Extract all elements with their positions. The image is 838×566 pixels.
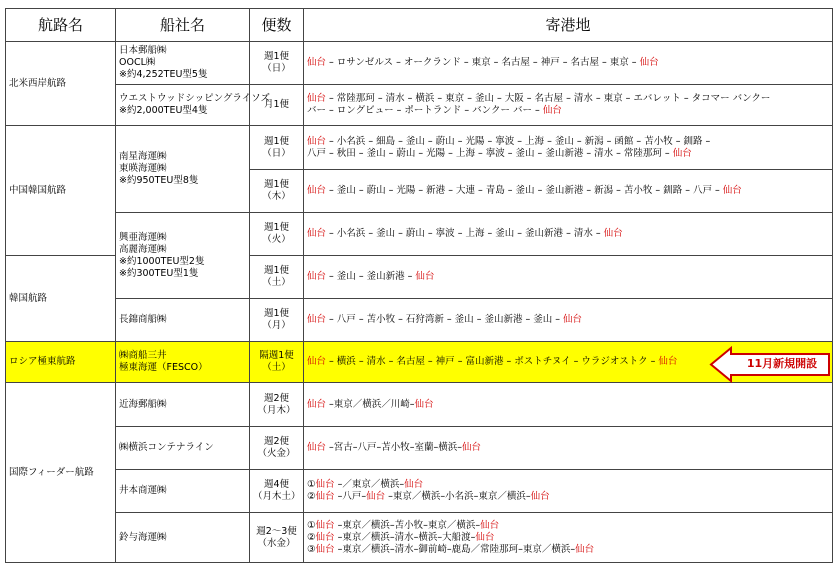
home-port: 仙台 — [414, 398, 434, 410]
freq-line: （水金） — [257, 537, 296, 549]
table-row — [6, 427, 833, 470]
header-ports: 寄港地 — [304, 9, 833, 42]
home-port: 仙台 — [366, 491, 386, 502]
home-port: 仙台 — [307, 57, 327, 68]
table-row — [6, 42, 833, 85]
ports-cell — [304, 299, 833, 342]
ports-line — [307, 544, 829, 556]
freq-line: 週4便 — [263, 479, 290, 490]
ship-line: ㈱横浜コンテナライン — [119, 442, 214, 453]
freq-line: 週1便 — [263, 51, 290, 62]
ports-cell — [304, 42, 833, 85]
ports-line — [307, 442, 829, 454]
ports-cell — [304, 513, 833, 563]
freq-line: （月木土） — [253, 491, 301, 502]
port-text: – 釜山 – 釜山新港 – — [326, 271, 416, 282]
home-port: 仙台 — [307, 228, 327, 239]
port-text: – 小名浜 – 釜山 – 蔚山 – 寧波 – 上海 – 釜山 – 釜山新港 – 清水 – — [326, 228, 604, 239]
home-port: 仙台 — [307, 271, 327, 282]
header-row — [6, 9, 833, 42]
route-table — [5, 8, 833, 563]
port-text: –宮古–八戸–苫小牧–室蘭–横浜– — [326, 442, 463, 453]
freq-cell — [250, 42, 304, 85]
ports-line — [307, 57, 829, 69]
freq-line: （火金） — [257, 448, 296, 459]
table-row — [6, 299, 833, 342]
home-port: 仙台 — [307, 314, 327, 325]
ship-cell — [116, 213, 250, 299]
port-text: –東京／横浜–清水–横浜–大船渡– — [334, 531, 476, 543]
freq-line: 月1便 — [263, 99, 290, 110]
ports-line — [307, 520, 829, 532]
home-port: 仙台 — [475, 531, 495, 543]
freq-cell — [250, 513, 304, 563]
table-row — [6, 85, 833, 126]
table-row — [6, 126, 833, 170]
route-name: 韓国航路 — [6, 256, 116, 342]
ports-line — [307, 148, 829, 160]
freq-line: （土） — [262, 277, 291, 288]
header-freq: 便数 — [250, 9, 304, 42]
ports-cell — [304, 256, 833, 299]
port-text: ① — [307, 479, 316, 490]
ship-cell — [116, 342, 250, 383]
callout-label: 11月新規開設 — [746, 357, 818, 370]
home-port: 仙台 — [307, 398, 327, 410]
port-text: –東京／横浜–清水–御前崎–鹿島／常陸那珂–東京／横浜– — [334, 543, 576, 555]
home-port: 仙台 — [563, 314, 583, 325]
ports-cell — [304, 427, 833, 470]
port-text: –東京／横浜／川崎– — [326, 398, 415, 410]
table-row — [6, 213, 833, 256]
ship-line: 興亜海運㈱ — [119, 231, 167, 243]
ports-line — [307, 491, 829, 503]
home-port: 仙台 — [575, 543, 595, 555]
port-text: –東京／横浜–苫小牧–東京／横浜– — [334, 519, 481, 531]
home-port: 仙台 — [315, 531, 335, 543]
route-name: ロシア極東航路 — [6, 342, 116, 383]
home-port: 仙台 — [307, 185, 327, 196]
ports-line — [307, 136, 829, 148]
port-text: – 横浜 – 清水 – 名古屋 – 神戸 – 富山新港 – ボストチヌイ – ウラジオストク – — [326, 356, 659, 367]
route-name: 国際フィーダー航路 — [6, 383, 116, 563]
ship-cell — [116, 126, 250, 213]
ports-line — [307, 228, 829, 240]
freq-line: 週1便 — [263, 265, 290, 276]
freq-cell — [250, 85, 304, 126]
freq-line: 週1便 — [263, 222, 290, 233]
home-port: 仙台 — [404, 479, 424, 490]
ports-cell — [304, 126, 833, 170]
ship-cell — [116, 85, 270, 126]
ship-line: ㈱商船三井 — [119, 350, 167, 361]
home-port: 仙台 — [722, 185, 742, 196]
ship-line: 極東海運（FESCO） — [119, 362, 208, 373]
freq-line: （日） — [262, 63, 291, 74]
port-text: – 釜山 – 蔚山 – 光陽 – 新港 – 大連 – 青島 – 釜山 – 釜山新港 – 新潟 – 苫小牧 – 釧路 – 八戸 – — [326, 185, 723, 196]
route-name: 北米西岸航路 — [6, 42, 116, 126]
freq-line: （月木） — [257, 404, 296, 416]
freq-line: （火） — [262, 234, 291, 245]
home-port: 仙台 — [315, 543, 335, 555]
ship-line: 井本商運㈱ — [119, 485, 167, 496]
port-text: – 八戸 – 苫小牧 – 石狩湾新 – 釜山 – 釜山新港 – 釜山 – — [326, 314, 564, 325]
ship-line: ※約2,000TEU型4隻 — [119, 105, 208, 116]
freq-line: 週2便 — [263, 392, 290, 404]
port-text: –／東京／横浜– — [334, 479, 405, 490]
ports-line — [307, 479, 829, 491]
home-port: 仙台 — [315, 479, 335, 490]
ports-cell — [304, 213, 833, 256]
home-port: 仙台 — [415, 271, 435, 282]
port-text: ② — [307, 531, 316, 543]
freq-cell — [250, 126, 304, 170]
table-row — [6, 470, 833, 513]
ship-line: ※約300TEU型1隻 — [119, 267, 199, 279]
home-port: 仙台 — [462, 442, 482, 453]
ship-cell — [116, 470, 250, 513]
ship-line: OOCL㈱ — [119, 57, 156, 68]
ship-line: 日本郵船㈱ — [119, 45, 167, 56]
home-port: 仙台 — [307, 356, 327, 367]
ports-cell — [304, 470, 833, 513]
header-ship: 船社名 — [116, 9, 250, 42]
ports-cell — [304, 170, 833, 213]
freq-line: 隔週1便 — [259, 350, 294, 361]
ports-cell — [304, 383, 833, 427]
home-port: 仙台 — [307, 93, 327, 104]
port-text: –東京／横浜–小名浜–東京／横浜– — [385, 491, 531, 502]
ship-line: ※約4,252TEU型5隻 — [119, 69, 208, 80]
home-port: 仙台 — [639, 57, 659, 68]
home-port: 仙台 — [658, 356, 678, 367]
port-text: ② — [307, 491, 316, 502]
freq-line: （土） — [262, 362, 291, 373]
freq-cell — [250, 383, 304, 427]
freq-line: 週2便 — [263, 436, 290, 447]
freq-line: （日） — [262, 147, 291, 159]
home-port: 仙台 — [480, 519, 500, 531]
ship-line: 長錦商船㈱ — [119, 314, 167, 325]
route-name: 中国韓国航路 — [6, 126, 116, 256]
home-port: 仙台 — [307, 442, 327, 453]
ship-cell — [116, 383, 250, 427]
ship-line: 鈴与海運㈱ — [119, 531, 167, 543]
ship-cell — [116, 513, 250, 563]
freq-cell — [250, 342, 304, 383]
port-text: バー – ロングビュー – ポートランド – バンクー バー – — [307, 105, 543, 116]
home-port: 仙台 — [530, 491, 550, 502]
ship-line: ウエストウッドシッピングライソズ — [119, 93, 270, 104]
new-service-callout — [709, 346, 831, 383]
port-text: ③ — [307, 543, 316, 555]
ship-line: 東暎海運㈱ — [119, 163, 167, 174]
freq-cell — [250, 170, 304, 213]
port-text: –八戸– — [334, 491, 367, 502]
home-port: 仙台 — [315, 491, 335, 502]
table-row — [6, 513, 833, 563]
freq-line: （月） — [262, 320, 291, 331]
port-text: 八戸 – 秋田 – 釜山 – 蔚山 – 光陽 – 上海 – 寧波 – 釜山 – 釜山新港 – 清水 – 常陸那珂 – — [307, 147, 673, 159]
ports-line — [307, 532, 829, 544]
freq-cell — [250, 256, 304, 299]
ship-cell — [116, 427, 250, 470]
ports-cell — [304, 85, 833, 126]
freq-cell — [250, 213, 304, 256]
home-port: 仙台 — [672, 147, 692, 159]
freq-line: 週2～3便 — [256, 525, 297, 537]
port-text: – 小名浜 – 細島 – 釜山 – 蔚山 – 光陽 – 寧波 – 上海 – 釜山 – 新潟 – 函館 – 苫小牧 – 釧路 – — [326, 135, 711, 147]
freq-cell — [250, 470, 304, 513]
port-text: ① — [307, 519, 316, 531]
port-text: – 常陸那珂 – 清水 – 横浜 – 東京 – 釜山 – 大阪 – 名古屋 – 清水 – 東京 – エバレット – タコマー バンクー — [326, 93, 771, 104]
ship-line: 南星海運㈱ — [119, 151, 167, 162]
freq-cell — [250, 427, 304, 470]
ship-line: ※約950TEU型8隻 — [119, 175, 199, 186]
ports-line — [307, 314, 829, 326]
home-port: 仙台 — [603, 228, 623, 239]
header-route: 航路名 — [6, 9, 116, 42]
table-row — [6, 383, 833, 427]
ports-line — [307, 271, 829, 283]
ports-line — [307, 185, 829, 197]
ports-line — [307, 93, 829, 105]
ship-line: 高麗海運㈱ — [119, 243, 167, 255]
freq-line: （木） — [262, 191, 291, 202]
ship-line: 近海郵船㈱ — [119, 398, 167, 410]
freq-line: 週1便 — [263, 179, 290, 190]
home-port: 仙台 — [307, 135, 327, 147]
freq-line: 週1便 — [263, 135, 290, 147]
ship-line: ※約1000TEU型2隻 — [119, 255, 205, 267]
freq-line: 週1便 — [263, 308, 290, 319]
ports-line — [307, 105, 829, 117]
port-text: – ロサンゼルス – オークランド – 東京 – 名古屋 – 神戸 – 名古屋 – 東京 – — [326, 57, 640, 68]
home-port: 仙台 — [315, 519, 335, 531]
ship-cell — [116, 299, 250, 342]
home-port: 仙台 — [542, 105, 562, 116]
ship-cell — [116, 42, 250, 85]
freq-cell — [250, 299, 304, 342]
ports-line — [307, 399, 829, 411]
